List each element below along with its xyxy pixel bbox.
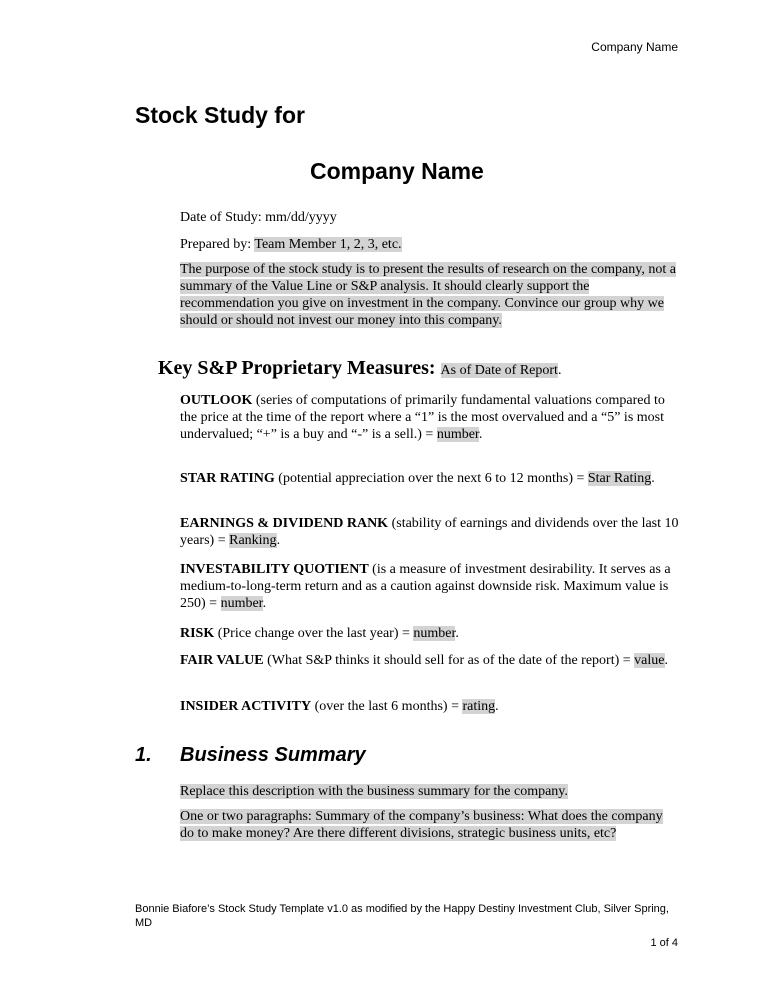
fair-value-label: FAIR VALUE bbox=[180, 653, 264, 668]
business-summary-p2: One or two paragraphs: Summary of the company’s business: What does the company do to make money? Are there different divisions, strategic business units, etc? bbox=[180, 809, 663, 841]
measure-fair-value: FAIR VALUE (What S&P thinks it should sell for as of the date of the report) = value. bbox=[180, 653, 668, 668]
earnings-value: Ranking bbox=[229, 533, 277, 548]
outlook-value: number bbox=[436, 427, 479, 442]
fair-value-value: value bbox=[634, 653, 665, 668]
section-title: Business Summary bbox=[180, 744, 366, 766]
purpose-text: The purpose of the stock study is to present the results of research on the company, not a summary of the Value Line or S&P analysis. It should clearly support the recommendation you give on investment in the company. Convince our group why we should or should not invest our money into this company. bbox=[180, 262, 676, 328]
title-line1: Stock Study for bbox=[135, 102, 305, 128]
measure-risk: RISK (Price change over the last year) = number. bbox=[180, 626, 459, 641]
measure-investability: INVESTABILITY QUOTIENT (is a measure of investment desirability. It serves as a medium-to-long-term return and as a caution against downside risk. Maximum value is 250) = number. bbox=[180, 562, 671, 611]
outlook-label: OUTLOOK bbox=[180, 393, 253, 408]
page-header: Company Name bbox=[591, 40, 678, 54]
prepared-by bbox=[180, 236, 680, 253]
star-label: STAR RATING bbox=[180, 471, 275, 486]
key-measures-heading: Key S&P Proprietary Measures: As of Date of Report. bbox=[158, 357, 562, 379]
footer-text: Bonnie Biafore’s Stock Study Template v1.0 as modified by the Happy Destiny Investment Club, Silver Spring, MD bbox=[135, 903, 669, 929]
risk-value: number bbox=[413, 626, 456, 641]
page-number: 1 of 4 bbox=[650, 937, 678, 949]
star-desc: (potential appreciation over the next 6 to 12 months) = bbox=[274, 471, 588, 486]
investability-desc: (is a measure of investment desirability. It serves as a medium-to-long-term return and as a caution against downside risk. Maximum value is 250) = bbox=[180, 562, 671, 611]
measure-earnings-rank: EARNINGS & DIVIDEND RANK (stability of earnings and dividends over the last 10 years) = Ranking. bbox=[180, 516, 679, 548]
purpose-paragraph bbox=[180, 261, 680, 329]
insider-label: INSIDER ACTIVITY bbox=[180, 699, 312, 714]
business-summary-instruction bbox=[180, 783, 680, 800]
insider-value: rating bbox=[462, 699, 496, 714]
investability-value: number bbox=[220, 596, 263, 611]
title-company: Company Name bbox=[310, 158, 484, 184]
star-value: Star Rating bbox=[587, 471, 652, 486]
business-summary-p1: Replace this description with the business summary for the company. bbox=[180, 784, 568, 799]
earnings-label: EARNINGS & DIVIDEND RANK bbox=[180, 516, 389, 531]
key-measures-title: Key S&P Proprietary Measures: bbox=[158, 357, 436, 379]
outlook-desc: (series of computations of primarily fundamental valuations compared to the price at the time of the report where a “1” is the most overvalued and a “5” is most undervalued; “+” is a buy and “-” is a sell.) = bbox=[180, 393, 665, 442]
insider-desc: (over the last 6 months) = bbox=[311, 699, 463, 714]
risk-label: RISK bbox=[180, 626, 215, 641]
measure-insider-activity: INSIDER ACTIVITY (over the last 6 months) = rating. bbox=[180, 699, 499, 714]
measure-star-rating: STAR RATING (potential appreciation over the next 6 to 12 months) = Star Rating. bbox=[180, 471, 655, 486]
investability-label: INVESTABILITY QUOTIENT bbox=[180, 562, 369, 577]
section-number: 1. bbox=[135, 744, 152, 766]
earnings-desc: (stability of earnings and dividends over the last 10 years) = bbox=[180, 516, 679, 548]
fair-value-desc: (What S&P thinks it should sell for as of the date of the report) = bbox=[263, 653, 635, 668]
business-summary-guidance bbox=[180, 808, 680, 842]
prepared-label: Prepared by: bbox=[180, 237, 255, 252]
risk-desc: (Price change over the last year) = bbox=[214, 626, 414, 641]
prepared-value: Team Member 1, 2, 3, etc. bbox=[254, 237, 402, 252]
date-of-study: Date of Study: mm/dd/yyyy bbox=[180, 210, 337, 225]
measure-outlook: OUTLOOK (series of computations of primarily fundamental valuations compared to the price at the time of the report where a “1” is the most overvalued and a “5” is most undervalued; “+” is a buy and “-” is a sell.) = number. bbox=[180, 393, 665, 442]
as-of-date: As of Date of Report bbox=[440, 363, 558, 378]
